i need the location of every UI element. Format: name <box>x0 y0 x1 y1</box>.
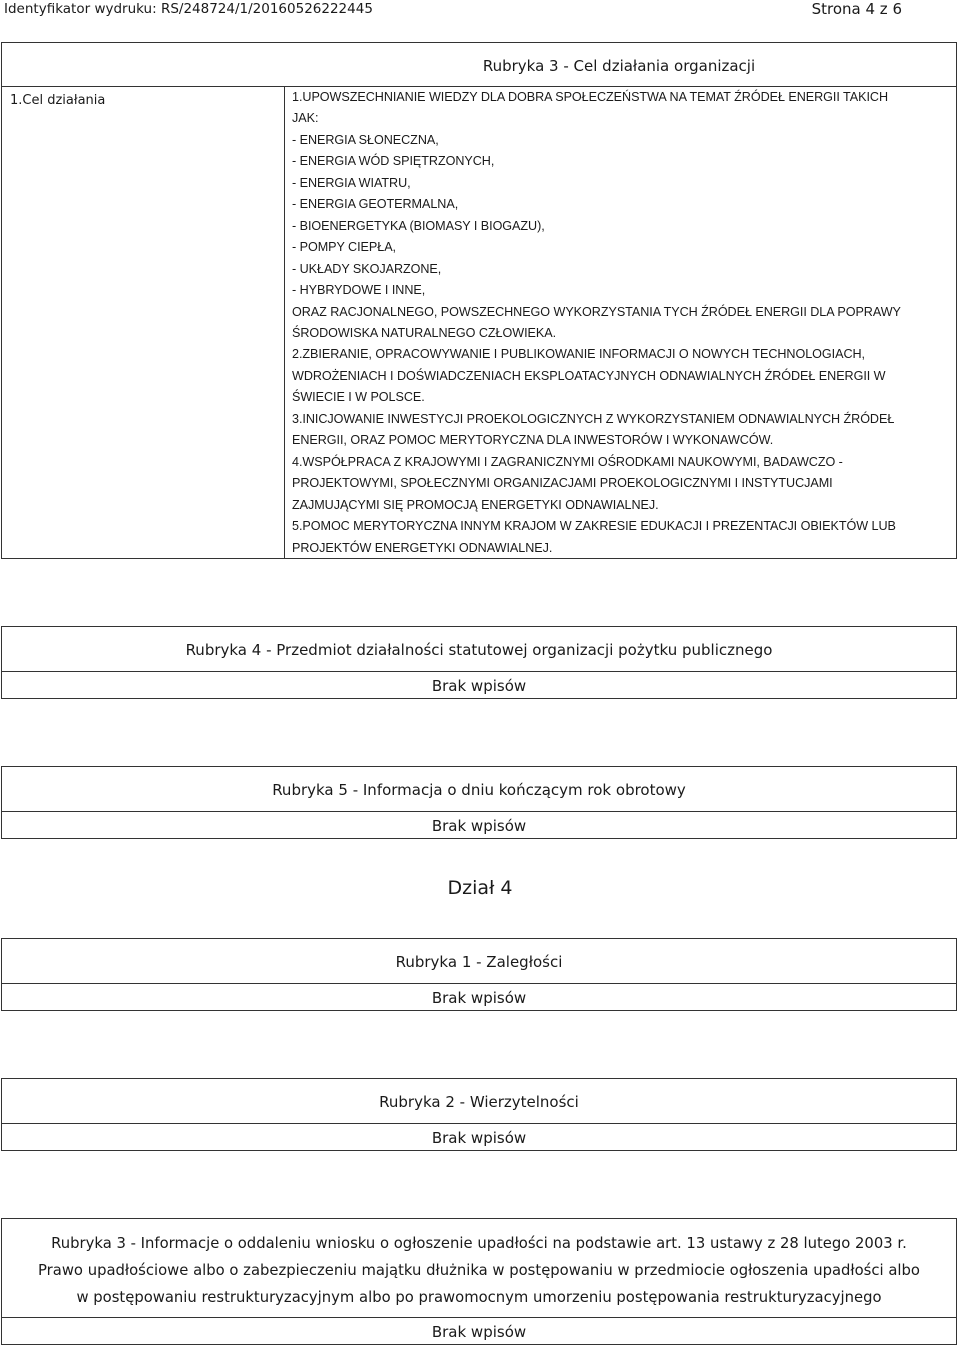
dzial-4-rubryka-2-empty: Brak wpisów <box>431 1129 527 1147</box>
cel-line: 5.POMOC MERYTORYCZNA INNYM KRAJOM W ZAKRESIE EDUKACJI I PREZENTACJI OBIEKTÓW LUB <box>292 519 896 534</box>
cel-line: PROJEKTOWYMI, SPOŁECZNYMI ORGANIZACJAMI PROEKOLOGICZNYMI I INSTYTUCJAMI <box>292 476 833 491</box>
cel-dzialania-label: 1.Cel działania <box>10 93 106 108</box>
dzial-4-rubryka-3-title <box>2 1230 956 1311</box>
dzial-4-rubryka-3-title-line-2: Prawo upadłościowe albo o zabezpieczeniu majątku dłużnika w postępowaniu w przedmiocie ogłoszenia upadłości albo <box>38 1262 920 1279</box>
cel-line: ŚWIECIE I W POLSCE. <box>292 390 425 405</box>
rubryka-4-empty: Brak wpisów <box>431 677 527 695</box>
cel-line: ORAZ RACJONALNEGO, POWSZECHNEGO WYKORZYSTANIA TYCH ŹRÓDEŁ ENERGII DLA POPRAWY <box>292 304 901 319</box>
print-header <box>0 0 960 20</box>
cel-line: - UKŁADY SKOJARZONE, <box>292 261 442 276</box>
cel-line: 2.ZBIERANIE, OPRACOWYWANIE I PUBLIKOWANIE INFORMACJI O NOWYCH TECHNOLOGIACH, <box>292 347 866 362</box>
cel-line: ENERGII, ORAZ POMOC MERYTORYCZNA DLA INWESTORÓW I WYKONAWCÓW. <box>292 433 774 448</box>
cel-line: - POMPY CIEPŁA, <box>292 240 396 255</box>
dzial-4-rubryka-1-section <box>1 938 957 1011</box>
dzial-4-rubryka-1-empty: Brak wpisów <box>431 989 527 1007</box>
rubryka-5-title: Rubryka 5 - Informacja o dniu kończącym rok obrotowy <box>272 781 686 799</box>
cel-line: JAK: <box>292 111 319 126</box>
cel-dzialania-content <box>292 87 936 559</box>
rubryka-4-title: Rubryka 4 - Przedmiot działalności statutowej organizacji pożytku publicznego <box>185 641 773 659</box>
print-identifier: Identyfikator wydruku: RS/248724/1/20160526222445 <box>4 1 373 17</box>
rubryka-4-divider <box>2 671 956 672</box>
dzial-4-rubryka-3-empty: Brak wpisów <box>431 1323 527 1341</box>
cel-line: 1.UPOWSZECHNIANIE WIEDZY DLA DOBRA SPOŁECZEŃSTWA NA TEMAT ŹRÓDEŁ ENERGII TAKICH <box>292 90 888 104</box>
cel-line: - BIOENERGETYKA (BIOMASY I BIOGAZU), <box>292 218 545 233</box>
dzial-4-rubryka-3-section <box>1 1218 957 1345</box>
dzial-4-rubryka-2-divider <box>2 1123 956 1124</box>
dzial-4-rubryka-1-title: Rubryka 1 - Zaległości <box>395 953 563 971</box>
rubryka-4-section <box>1 626 957 699</box>
cel-line: WDROŻENIACH I DOŚWIADCZENIACH EKSPLOATACYJNYCH ODNAWIALNYCH ŹRÓDEŁ ENERGII W <box>292 368 886 383</box>
cel-column-divider <box>284 86 285 558</box>
cel-line: ZAJMUJĄCYMI SIĘ PROMOCJĄ ENERGETYKI ODNAWIALNEJ. <box>292 497 659 512</box>
cel-line: - ENERGIA GEOTERMALNA, <box>292 197 459 212</box>
cel-line: 3.INICJOWANIE INWESTYCJI PROEKOLOGICZNYCH Z WYKORZYSTANIEM ODNAWIALNYCH ŹRÓDEŁ <box>292 411 895 426</box>
cel-line: - ENERGIA WÓD SPIĘTRZONYCH, <box>292 154 495 169</box>
cel-line: PROJEKTÓW ENERGETYKI ODNAWIALNEJ. <box>292 540 553 555</box>
rubryka-5-divider <box>2 811 956 812</box>
cel-dzialania-title: Rubryka 3 - Cel działania organizacji <box>482 57 756 75</box>
dzial-4-rubryka-2-title: Rubryka 2 - Wierzytelności <box>379 1093 579 1111</box>
cel-dzialania-section <box>1 42 957 559</box>
dzial-4-rubryka-1-divider <box>2 983 956 984</box>
rubryka-5-section <box>1 766 957 839</box>
dzial-4-rubryka-3-divider <box>2 1317 956 1318</box>
rubryka-5-empty: Brak wpisów <box>431 817 527 835</box>
dzial-4-rubryka-3-title-line-3: w postępowaniu restrukturyzacyjnym albo po prawomocnym umorzeniu postępowania restrukturyzacyjnego <box>76 1289 882 1306</box>
dzial-4-rubryka-2-section <box>1 1078 957 1151</box>
dzial-4-rubryka-3-title-line-1: Rubryka 3 - Informacje o oddaleniu wniosku o ogłoszenie upadłości na podstawie art. 13 ustawy z 28 lutego 2003 r. <box>51 1235 907 1252</box>
page-number: Strona 4 z 6 <box>811 0 902 18</box>
dzial-4-heading: Dział 4 <box>447 877 513 899</box>
cel-line: - ENERGIA WIATRU, <box>292 175 411 190</box>
cel-line: ŚRODOWISKA NATURALNEGO CZŁOWIEKA. <box>292 325 557 340</box>
cel-line: - ENERGIA SŁONECZNA, <box>292 132 439 147</box>
cel-line: - HYBRYDOWE I INNE, <box>292 283 426 298</box>
cel-line: 4.WSPÓŁPRACA Z KRAJOWYMI I ZAGRANICZNYMI OŚRODKAMI NAUKOWYMI, BADAWCZO - <box>292 454 843 469</box>
